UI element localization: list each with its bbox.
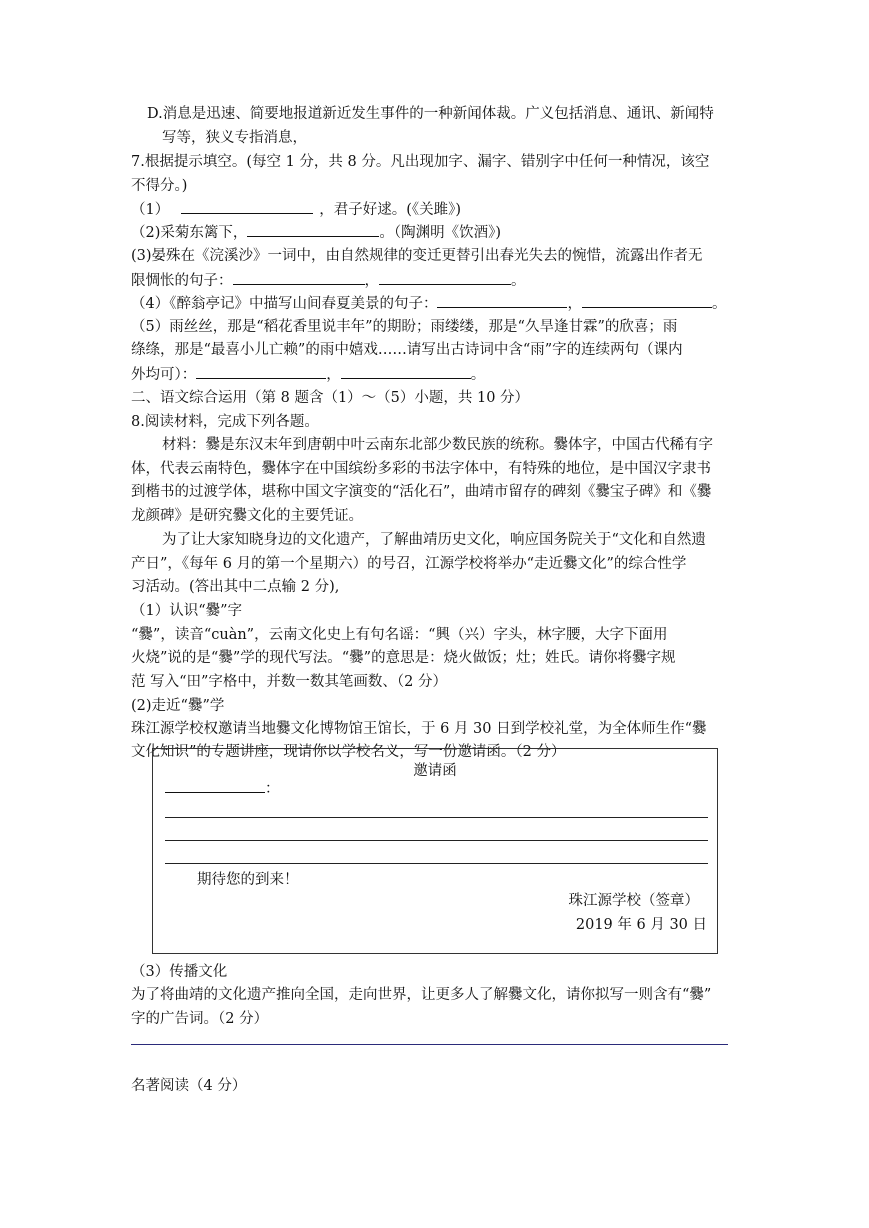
- answer-blank[interactable]: [233, 270, 365, 285]
- answer-blank[interactable]: [247, 222, 379, 237]
- text-line: 文化知识”的专题讲座，现请你以学校名义，写一份邀请函。（2 分）: [131, 744, 566, 760]
- writing-line[interactable]: [165, 817, 708, 818]
- sub-question-3-heading: （3）传播文化: [131, 964, 228, 980]
- answer-blank[interactable]: [437, 293, 567, 308]
- text-line: 为了将曲靖的文化遗产推向全国，走向世界，让更多人了解爨文化，请你拟写一则含有“爨”: [131, 987, 712, 1003]
- sub-question-2-heading: (2)走近“爨”学: [131, 698, 225, 714]
- invitation-date: 2019 年 6 月 30 日: [575, 917, 707, 933]
- text-line: D.消息是迅速、简要地报道新近发生事件的一种新闻体裁。广义包括消息、通讯、新闻特: [147, 106, 714, 122]
- reading-section-heading: 名著阅读（4 分）: [131, 1078, 247, 1094]
- question-7-item-2: （2)采菊东篱下， 。（陶渊明《饮酒》): [131, 222, 501, 243]
- text-line: 龙颜碑》是研究爨文化的主要凭证。: [131, 508, 363, 524]
- text-line: 绦绦，那是“最喜小儿亡赖”的雨中嬉戏……请写出古诗词中含“雨”字的连续两句（课内: [131, 342, 683, 358]
- text-line: 火烧”说的是“爨”学的现代写法。“爨”的意思是：烧火做饭；灶；姓氏。请你将爨字规: [131, 650, 676, 666]
- question-7-item-5-blanks: 外均可）： ， 。: [131, 364, 485, 385]
- question-7-item-3-blanks: 限惆怅的句子： ， 。: [131, 270, 526, 291]
- writing-line[interactable]: [165, 840, 708, 841]
- invitation-closing: 期待您的到来！: [197, 872, 299, 888]
- text-line: 为了让大家知晓身边的文化遗产，了解曲靖历史文化，响应国务院关于“文化和自然遗: [162, 532, 706, 548]
- question-7-item-1: （1） ，君子好逑。(《关雎》): [131, 199, 461, 220]
- question-8-heading: 8.阅读材料，完成下列各题。: [131, 414, 319, 430]
- answer-blank[interactable]: [379, 270, 511, 285]
- answer-line[interactable]: [131, 1044, 728, 1045]
- text-line: 习活动。(答出其中二点输 2 分),: [131, 579, 340, 595]
- text-line: “爨”，读音“cuàn”，云南文化史上有句名谣：“興（兴）字头，林字腰，大字下面用: [131, 627, 668, 643]
- text-line: （5）雨丝丝，那是“稻花香里说丰年”的期盼；雨缕缕，那是“久旱逢甘霖”的欣喜；雨: [131, 319, 678, 335]
- text-line: 珠江源学校权邀请当地爨文化博物馆王馆长，于 6 月 30 日到学校礼堂，为全体师生作“爨: [131, 721, 707, 737]
- material-paragraph: 材料：爨是东汉末年到唐朝中叶云南东北部少数民族的统称。爨体字，中国古代稀有字: [162, 437, 713, 453]
- text-line: 到楷书的过渡学体，堪称中国文字演变的“活化石”，曲靖市留存的碑刻《爨宝子碑》和《爨: [131, 484, 712, 500]
- text-line: 产日”，《每年 6 月的第一个星期六）的号召，江源学校将举办“走近爨文化”的综合性学: [131, 556, 687, 572]
- invitation-signature: 珠江源学校（签章）: [568, 893, 699, 909]
- text-line: 范 写入“田”字格中，并数一数其笔画数、（2 分）: [131, 674, 448, 690]
- text-line: 体，代表云南特色，爨体字在中国缤纷多彩的书法字体中，有特殊的地位，是中国汉字隶书: [131, 461, 711, 477]
- section-heading: 二、语文综合运用（第 8 题含（1）～（5）小题，共 10 分）: [131, 390, 530, 406]
- text-line: 不得分。): [131, 178, 188, 194]
- sub-question-1-heading: （1）认识“爨”字: [131, 603, 243, 619]
- invitation-letter-box: [152, 748, 718, 954]
- invitation-title: 邀请函: [413, 763, 457, 779]
- recipient-line: ：: [165, 778, 280, 799]
- answer-blank[interactable]: [582, 293, 712, 308]
- answer-blank[interactable]: [196, 364, 326, 379]
- text-line: 写等，狭义专指消息，: [162, 130, 307, 146]
- question-7-item-4: （4）《醉翁亭记》中描写山间春夏美景的句子： ， 。: [131, 293, 726, 314]
- answer-blank[interactable]: [181, 199, 313, 214]
- text-line: (3)晏殊在《浣溪沙》一词中，由自然规律的变迁更替引出春光失去的惋惜，流露出作者无: [131, 248, 703, 264]
- text-line: 字的广告词。（2 分）: [131, 1011, 269, 1027]
- answer-blank[interactable]: [341, 364, 471, 379]
- recipient-blank[interactable]: [165, 778, 265, 793]
- writing-line[interactable]: [165, 863, 708, 864]
- question-7-heading: 7.根据提示填空。(每空 1 分，共 8 分。凡出现加字、漏字、错别字中任何一种情况，该空: [131, 154, 710, 170]
